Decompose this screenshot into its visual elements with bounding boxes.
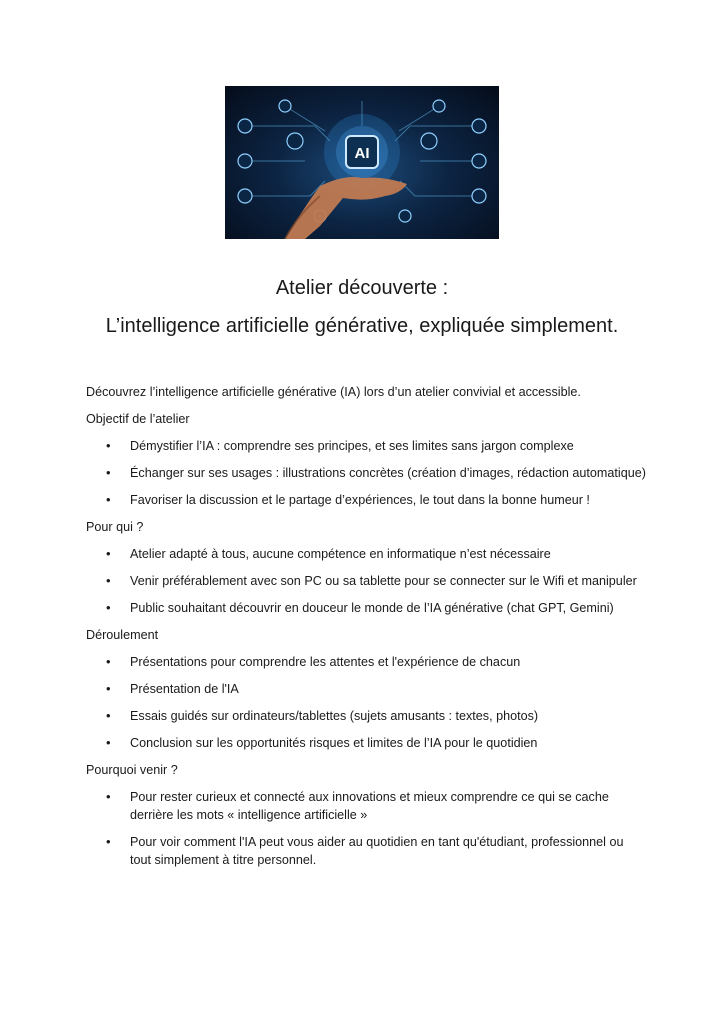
section-heading-deroulement: Déroulement bbox=[86, 628, 159, 642]
pour-qui-list bbox=[86, 545, 646, 617]
deroulement-list bbox=[86, 653, 646, 752]
list-item: • Essais guidés sur ordinateurs/tablettes (sujets amusants : textes, photos) bbox=[86, 707, 646, 725]
list-item: • Présentation de l'IA bbox=[86, 680, 646, 698]
ai-hand-illustration bbox=[225, 86, 499, 239]
list-item: • Venir préférablement avec son PC ou sa tablette pour se connecter sur le Wifi et manipuler bbox=[86, 572, 646, 590]
objectif-list bbox=[86, 437, 646, 509]
list-item: • Pour rester curieux et connecté aux innovations et mieux comprendre ce qui se cache derrière les mots « intelligence artificielle » bbox=[86, 788, 646, 824]
list-item: • Favoriser la discussion et le partage d’expériences, le tout dans la bonne humeur ! bbox=[86, 491, 646, 509]
list-item: • Atelier adapté à tous, aucune compétence en informatique n’est nécessaire bbox=[86, 545, 646, 563]
list-item: • Conclusion sur les opportunités risques et limites de l’IA pour le quotidien bbox=[86, 734, 646, 752]
title-line-2: L’intelligence artificielle générative, expliquée simplement. bbox=[105, 315, 619, 337]
document-body bbox=[86, 383, 646, 878]
title-line-1: Atelier découverte : bbox=[275, 277, 449, 299]
list-item: • Démystifier l’IA : comprendre ses principes, et ses limites sans jargon complexe bbox=[86, 437, 646, 455]
section-heading-pourquoi: Pourquoi venir ? bbox=[86, 763, 178, 777]
list-item: • Échanger sur ses usages : illustrations concrètes (création d’images, rédaction automatique) bbox=[86, 464, 646, 482]
intro-text: Découvrez l’intelligence artificielle générative (IA) lors d’un atelier convivial et accessible. bbox=[86, 385, 581, 399]
list-item: • Public souhaitant découvrir en douceur le monde de l’IA générative (chat GPT, Gemini) bbox=[86, 599, 646, 617]
hero-image bbox=[225, 86, 499, 239]
list-item: • Pour voir comment l'IA peut vous aider au quotidien en tant qu'étudiant, professionnel ou tout simplement à titre personnel. bbox=[86, 833, 646, 869]
title-block bbox=[0, 274, 724, 340]
pourquoi-list bbox=[86, 788, 646, 869]
section-heading-pour-qui: Pour qui ? bbox=[86, 520, 144, 534]
list-item: • Présentations pour comprendre les attentes et l'expérience de chacun bbox=[86, 653, 646, 671]
section-heading-objectif: Objectif de l’atelier bbox=[86, 412, 190, 426]
ai-chip-label: AI bbox=[354, 145, 370, 162]
